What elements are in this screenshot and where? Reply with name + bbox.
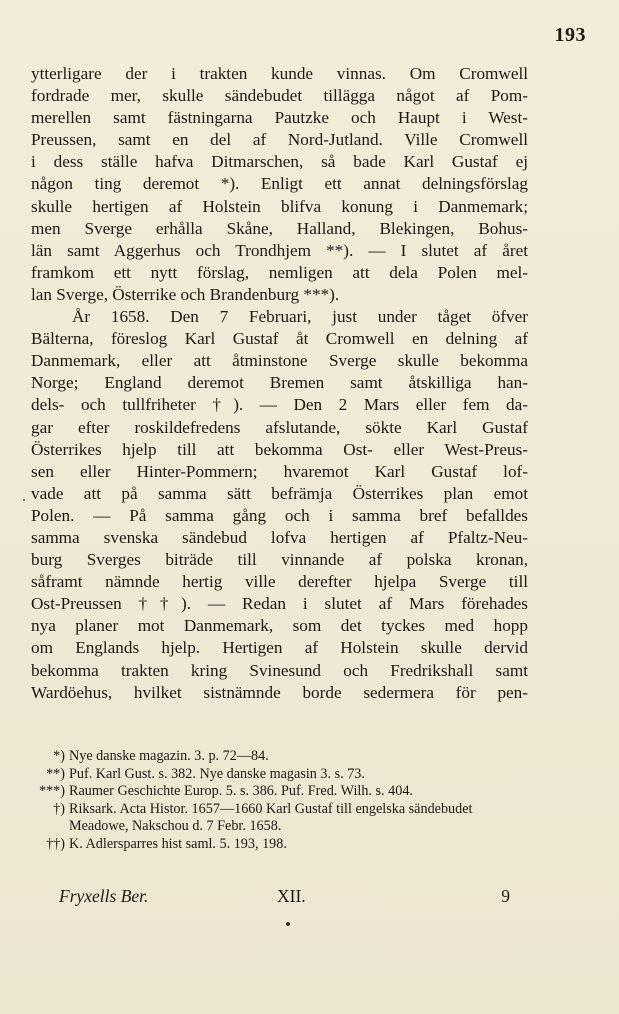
footnote-text: Riksark. Acta Histor. 1657—1660 Karl Gustaf till engelska sändebudet Meadowe, Nakschou d. 7 Febr. 1658. <box>69 801 473 835</box>
text-line: Wardöehus, hvilket sistnämnde borde sedermera för pen- <box>31 682 528 702</box>
text-line: bekomma trakten kring Svinesund och Fredrikshall samt <box>31 660 528 680</box>
text-line: nya planer mot Danmemark, som det tyckes med hopp <box>31 616 528 636</box>
footnote-text: K. Adlersparres hist saml. 5. 193, 198. <box>69 836 287 853</box>
text-line: sen eller Hinter-Pommern; hvaremot Karl Gustaf lof- <box>31 461 528 481</box>
text-line: Norge; England deremot Bremen samt åtskilliga han- <box>31 373 528 393</box>
footnote <box>33 783 528 800</box>
text-line: gar efter roskildefredens afslutande, sökte Karl Gustaf <box>31 417 528 437</box>
footnote-mark: ***) <box>38 783 65 800</box>
text-line: men Sverge erhålla Skåne, Halland, Blekingen, Bohus- <box>31 218 528 238</box>
text-line: dels- och tullfriheter †). — Den 2 Mars eller fem da- <box>31 395 528 415</box>
footnotes <box>33 748 528 854</box>
footnote-text: Puf. Karl Gust. s. 382. Nye danske magasin 3. s. 73. <box>69 765 365 782</box>
paragraph-start-line: År 1658. Den 7 Februari, just under tåget öfver <box>72 307 528 327</box>
footnote <box>33 801 528 835</box>
text-line: Österrikes hjelp till att bekomma Ost- eller West-Preus- <box>31 439 528 459</box>
text-line: län samt Aggerhus och Trondhjem **). — I slutet af året <box>31 240 528 260</box>
footnote-mark: **) <box>46 765 65 782</box>
page-footer <box>59 886 510 907</box>
text-line: vade att på samma sätt befrämja Österrikes plan emot <box>31 483 528 503</box>
footnote <box>33 748 528 765</box>
sheet-number: 9 <box>501 886 510 906</box>
footnote-mark: †) <box>53 801 65 818</box>
text-line: om Englands hjelp. Hertigen af Holstein skulle dervid <box>31 638 528 658</box>
text-line: burg Sverges biträde till vinnande af polska kronan, <box>31 550 528 570</box>
text-line: såframt nämnde hertig ville derefter hjelpa Sverge till <box>31 572 528 592</box>
footnote-text: Raumer Geschichte Europ. 5. s. 386. Puf. Fred. Wilh. s. 404. <box>69 783 413 800</box>
footnote-mark: *) <box>53 748 65 764</box>
text-line: lan Sverge, Österrike och Brandenburg ***). <box>31 284 340 304</box>
footnote-mark: ††) <box>46 836 65 853</box>
text-line: Danmemark, eller att åtminstone Sverge skulle bekomma <box>31 351 528 371</box>
text-line: Preussen, samt en del af Nord-Jutland. Ville Cromwell <box>31 130 528 150</box>
text-line: samma svenska sändebud lofva hertigen af Pfaltz-Neu- <box>31 527 528 547</box>
footnote <box>33 766 528 783</box>
text-line: Ost-Preussen ††). — Redan i slutet af Mars förehades <box>31 594 528 614</box>
text-line: Polen. — På samma gång och i samma bref befalldes <box>31 505 528 525</box>
text-line: Bälterna, föreslog Karl Gustaf åt Cromwell en delning af <box>31 329 528 349</box>
text-line: i dess ställe hafva Ditmarschen, så bade Karl Gustaf ej <box>31 152 528 172</box>
footnote-text: Nye danske magazin. 3. p. 72—84. <box>69 748 269 764</box>
text-line: skulle hertigen af Holstein blifva konung i Danmemark; <box>31 196 528 216</box>
text-line: fordrade mer, skulle sändebudet tillägga något af Pom- <box>31 86 528 106</box>
page-number: 193 <box>554 24 586 46</box>
margin-speck <box>23 499 25 501</box>
print-speck <box>286 922 290 926</box>
text-line: framkom ett nytt förslag, nemligen att dela Polen mel- <box>31 262 528 282</box>
footnote <box>33 836 528 853</box>
text-line: ytterligare der i trakten kunde vinnas. Om Cromwell <box>31 64 528 83</box>
volume-number: XII. <box>277 886 306 906</box>
text-line: merellen samt fästningarna Pautzke och Haupt i West- <box>31 108 528 128</box>
text-line: någon ting deremot *). Enligt ett annat delningsförslag <box>31 174 528 194</box>
body-text <box>31 63 528 704</box>
signature-mark: Fryxells Ber. <box>59 886 149 906</box>
